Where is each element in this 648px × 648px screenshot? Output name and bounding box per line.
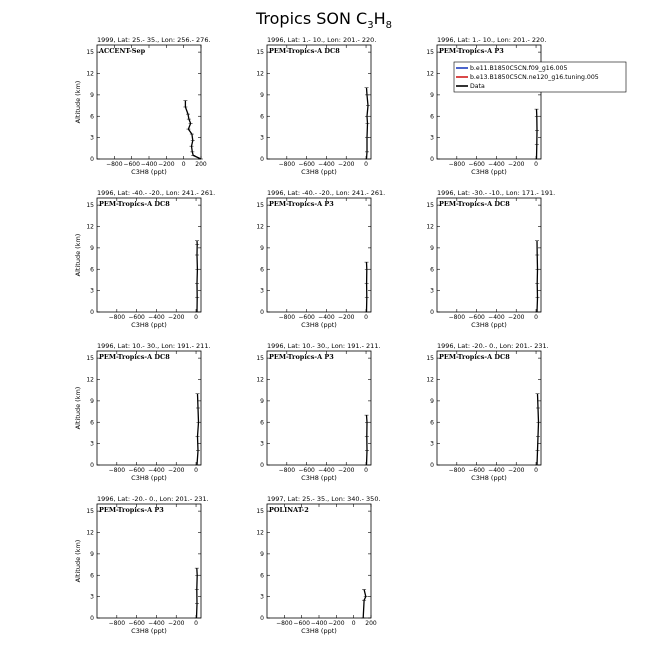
x-tick-label: −400 — [318, 314, 335, 321]
x-tick-label: −200 — [507, 314, 525, 321]
y-tick-label: 6 — [430, 113, 434, 121]
y-axis-title: Altitude (km) — [74, 233, 82, 277]
panel-header: 1996, Lat: -30.- -10., Lon: 171.- 191. — [437, 189, 556, 197]
y-tick-label: 3 — [260, 287, 264, 295]
x-tick-label: −800 — [278, 314, 296, 321]
plot-frame — [267, 351, 371, 465]
x-axis-title: C3H8 (ppt) — [301, 321, 337, 329]
x-tick-label: −200 — [507, 161, 525, 168]
x-tick-label: 0 — [364, 467, 368, 474]
x-axis-title: C3H8 (ppt) — [471, 168, 507, 176]
x-tick-label: −800 — [106, 161, 123, 168]
x-tick-label: −200 — [328, 620, 345, 627]
plot-frame — [97, 198, 201, 312]
panel-header: 1997, Lat: 25.- 35., Lon: 340.- 350. — [267, 495, 381, 503]
plot-frame — [97, 504, 201, 618]
x-axis-title: C3H8 (ppt) — [301, 474, 337, 482]
chart-panel-7 — [74, 342, 211, 482]
y-tick-label: 3 — [260, 593, 264, 601]
x-tick-label: −600 — [128, 620, 145, 627]
y-tick-label: 0 — [260, 309, 264, 316]
y-tick-label: 3 — [90, 440, 94, 448]
x-tick-label: 0 — [194, 467, 198, 474]
y-tick-label: 12 — [86, 376, 94, 384]
chart-panel-2 — [256, 36, 376, 176]
y-tick-label: 0 — [260, 615, 264, 622]
y-tick-label: 0 — [260, 462, 264, 469]
y-tick-label: 9 — [260, 397, 264, 405]
panel-header: 1996, Lat: 1.- 10., Lon: 201.- 220. — [437, 36, 547, 44]
x-tick-label: −800 — [108, 314, 126, 321]
data-series-line — [537, 241, 538, 312]
y-tick-label: 15 — [426, 202, 434, 210]
x-tick-label: −600 — [298, 161, 315, 168]
x-axis-title: C3H8 (ppt) — [131, 627, 167, 635]
x-tick-label: −400 — [140, 161, 158, 168]
y-tick-label: 9 — [90, 397, 94, 405]
x-tick-label: −600 — [293, 620, 310, 627]
y-tick-label: 6 — [260, 266, 264, 274]
legend-entry-label: b.e11.B1850C5CN.f09_g16.005 — [470, 65, 568, 73]
x-tick-label: 0 — [534, 314, 538, 321]
y-tick-label: 0 — [90, 309, 94, 316]
legend-entry-label: Data — [470, 83, 485, 91]
x-tick-label: −600 — [128, 314, 145, 321]
y-tick-label: 3 — [90, 134, 94, 142]
x-tick-label: −200 — [507, 467, 525, 474]
panel-label: ACCENT-Sep — [99, 47, 146, 55]
x-tick-label: −200 — [167, 467, 185, 474]
panel-label: PEM-Tropics-A DC8 — [439, 200, 510, 208]
x-tick-label: −200 — [337, 314, 355, 321]
x-tick-label: −600 — [298, 314, 315, 321]
x-tick-label: −800 — [108, 467, 126, 474]
chart-panel-6 — [426, 189, 555, 329]
x-tick-label: −800 — [448, 314, 466, 321]
y-tick-label: 9 — [260, 550, 264, 558]
data-series-line — [537, 109, 538, 159]
x-tick-label: −400 — [148, 314, 165, 321]
y-tick-label: 6 — [260, 572, 264, 580]
plot-frame — [437, 198, 541, 312]
x-axis-title: C3H8 (ppt) — [131, 321, 167, 329]
y-axis-title: Altitude (km) — [74, 386, 82, 430]
y-tick-label: 12 — [256, 529, 264, 537]
x-axis-title: C3H8 (ppt) — [471, 474, 507, 482]
y-tick-label: 6 — [90, 266, 94, 274]
chart-panel-5 — [256, 189, 385, 329]
chart-panel-4 — [74, 189, 215, 329]
x-tick-label: −200 — [337, 467, 355, 474]
panel-header: 1996, Lat: -40.- -20., Lon: 241.- 261. — [267, 189, 386, 197]
y-tick-label: 15 — [256, 202, 264, 210]
y-tick-label: 15 — [256, 355, 264, 363]
plot-frame — [267, 504, 371, 618]
chart-panel-3 — [426, 36, 546, 176]
y-tick-label: 6 — [430, 419, 434, 427]
x-tick-label: −800 — [448, 161, 466, 168]
y-tick-label: 0 — [90, 156, 94, 163]
x-tick-label: −600 — [468, 314, 485, 321]
y-tick-label: 12 — [86, 223, 94, 231]
x-tick-label: 0 — [364, 161, 368, 168]
y-tick-label: 9 — [430, 244, 434, 252]
panel-label: PEM-Tropics-A DC8 — [439, 353, 510, 361]
plot-frame — [97, 351, 201, 465]
panel-header: 1996, Lat: -40.- -20., Lon: 241.- 261. — [97, 189, 216, 197]
panel-label: PEM-Tropics-A DC8 — [99, 353, 170, 361]
y-tick-label: 15 — [256, 508, 264, 516]
panel-header: 1996, Lat: -20.- 0., Lon: 201.- 231. — [97, 495, 209, 503]
y-tick-label: 9 — [430, 397, 434, 405]
x-tick-label: −800 — [108, 620, 126, 627]
y-tick-label: 12 — [426, 223, 434, 231]
data-series-line — [367, 415, 368, 465]
chart-panel-10 — [74, 495, 209, 635]
x-axis-title: C3H8 (ppt) — [301, 168, 337, 176]
y-tick-label: 15 — [86, 508, 94, 516]
chart-panel-9 — [426, 342, 548, 482]
panel-header: 1996, Lat: 1.- 10., Lon: 201.- 220. — [267, 36, 377, 44]
panel-header: 1996, Lat: 10.- 30., Lon: 191.- 211. — [97, 342, 211, 350]
legend — [454, 62, 626, 92]
y-tick-label: 9 — [90, 550, 94, 558]
y-tick-label: 9 — [90, 91, 94, 99]
x-tick-label: −600 — [123, 161, 140, 168]
panel-label: PEM-Tropics-A P3 — [269, 200, 334, 208]
y-tick-label: 12 — [426, 70, 434, 78]
figure-title: Tropics SON $C_3H_8$ — [255, 9, 393, 31]
x-tick-label: 0 — [534, 467, 538, 474]
x-tick-label: 0 — [364, 314, 368, 321]
y-tick-label: 15 — [426, 355, 434, 363]
y-tick-label: 9 — [430, 91, 434, 99]
panels — [74, 36, 555, 635]
y-tick-label: 3 — [430, 134, 434, 142]
data-series-line — [537, 394, 539, 465]
x-axis-title: C3H8 (ppt) — [471, 321, 507, 329]
x-tick-label: 0 — [194, 620, 198, 627]
panel-label: PEM-Tropics-A P3 — [99, 506, 164, 514]
panel-header: 1999, Lat: 25.- 35., Lon: 256.- 276. — [97, 36, 211, 44]
y-tick-label: 3 — [90, 287, 94, 295]
data-series-line — [185, 101, 201, 159]
y-tick-label: 0 — [90, 462, 94, 469]
y-tick-label: 6 — [260, 113, 264, 121]
panel-label: PEM-Tropics-A P3 — [269, 353, 334, 361]
y-tick-label: 3 — [90, 593, 94, 601]
x-tick-label: −200 — [158, 161, 175, 168]
x-tick-label: −400 — [148, 467, 165, 474]
y-tick-label: 6 — [90, 572, 94, 580]
y-tick-label: 0 — [430, 156, 434, 163]
y-tick-label: 6 — [90, 419, 94, 427]
y-tick-label: 12 — [86, 529, 94, 537]
x-tick-label: −400 — [488, 161, 505, 168]
panel-label: PEM-Tropics-A DC8 — [99, 200, 170, 208]
x-tick-label: −400 — [488, 467, 505, 474]
y-tick-label: 15 — [86, 202, 94, 210]
data-series-line — [197, 394, 199, 465]
y-axis-title: Altitude (km) — [74, 539, 82, 583]
data-series-line — [197, 568, 198, 618]
x-tick-label: −200 — [337, 161, 355, 168]
x-tick-label: −200 — [167, 620, 185, 627]
plot-frame — [437, 351, 541, 465]
x-tick-label: −800 — [276, 620, 293, 627]
y-tick-label: 9 — [260, 91, 264, 99]
x-axis-title: C3H8 (ppt) — [131, 168, 167, 176]
data-series-line — [363, 590, 366, 619]
y-tick-label: 12 — [426, 376, 434, 384]
x-tick-label: 0 — [534, 161, 538, 168]
panel-header: 1996, Lat: 10.- 30., Lon: 191.- 211. — [267, 342, 381, 350]
y-tick-label: 0 — [430, 309, 434, 316]
chart-panel-1 — [74, 36, 211, 176]
legend-entry-label: b.e13.B1850C5CN.ne120_g16.tuning.005 — [470, 74, 599, 82]
chart-panel-11 — [256, 495, 380, 635]
x-tick-label: −600 — [468, 161, 485, 168]
y-tick-label: 15 — [256, 49, 264, 57]
x-tick-label: −200 — [167, 314, 185, 321]
y-tick-label: 15 — [86, 49, 94, 57]
x-tick-label: 200 — [365, 620, 377, 627]
y-tick-label: 12 — [256, 223, 264, 231]
x-tick-label: −400 — [148, 620, 165, 627]
x-tick-label: 200 — [195, 161, 207, 168]
y-tick-label: 9 — [90, 244, 94, 252]
x-axis-title: C3H8 (ppt) — [131, 474, 167, 482]
x-axis-title: C3H8 (ppt) — [301, 627, 337, 635]
x-tick-label: −400 — [318, 161, 335, 168]
y-tick-label: 0 — [90, 615, 94, 622]
chart-panel-8 — [256, 342, 380, 482]
x-tick-label: −600 — [468, 467, 485, 474]
x-tick-label: −600 — [128, 467, 145, 474]
y-tick-label: 12 — [256, 70, 264, 78]
x-tick-label: 0 — [351, 620, 356, 627]
panel-header: 1996, Lat: -20.- 0., Lon: 201.- 231. — [437, 342, 549, 350]
x-tick-label: −800 — [278, 467, 296, 474]
y-tick-label: 3 — [430, 287, 434, 295]
y-tick-label: 3 — [260, 134, 264, 142]
y-tick-label: 9 — [260, 244, 264, 252]
x-tick-label: −800 — [278, 161, 296, 168]
x-tick-label: 0 — [181, 161, 186, 168]
y-tick-label: 6 — [260, 419, 264, 427]
panel-label: POLINAT-2 — [269, 506, 309, 514]
panel-label: PEM-Tropics-A P3 — [439, 47, 504, 55]
y-tick-label: 3 — [430, 440, 434, 448]
x-tick-label: −600 — [298, 467, 315, 474]
x-tick-label: −800 — [448, 467, 466, 474]
y-axis-title: Altitude (km) — [74, 80, 82, 124]
x-tick-label: −400 — [318, 467, 335, 474]
y-tick-label: 15 — [426, 49, 434, 57]
x-tick-label: −400 — [488, 314, 505, 321]
y-tick-label: 12 — [86, 70, 94, 78]
y-tick-label: 6 — [90, 113, 94, 121]
y-tick-label: 0 — [260, 156, 264, 163]
x-tick-label: −400 — [310, 620, 328, 627]
y-tick-label: 6 — [430, 266, 434, 274]
x-tick-label: 0 — [194, 314, 198, 321]
panel-label: PEM-Tropics-A DC8 — [269, 47, 340, 55]
y-tick-label: 3 — [260, 440, 264, 448]
y-tick-label: 15 — [86, 355, 94, 363]
y-tick-label: 0 — [430, 462, 434, 469]
plot-frame — [267, 45, 371, 159]
plot-frame — [267, 198, 371, 312]
y-tick-label: 12 — [256, 376, 264, 384]
